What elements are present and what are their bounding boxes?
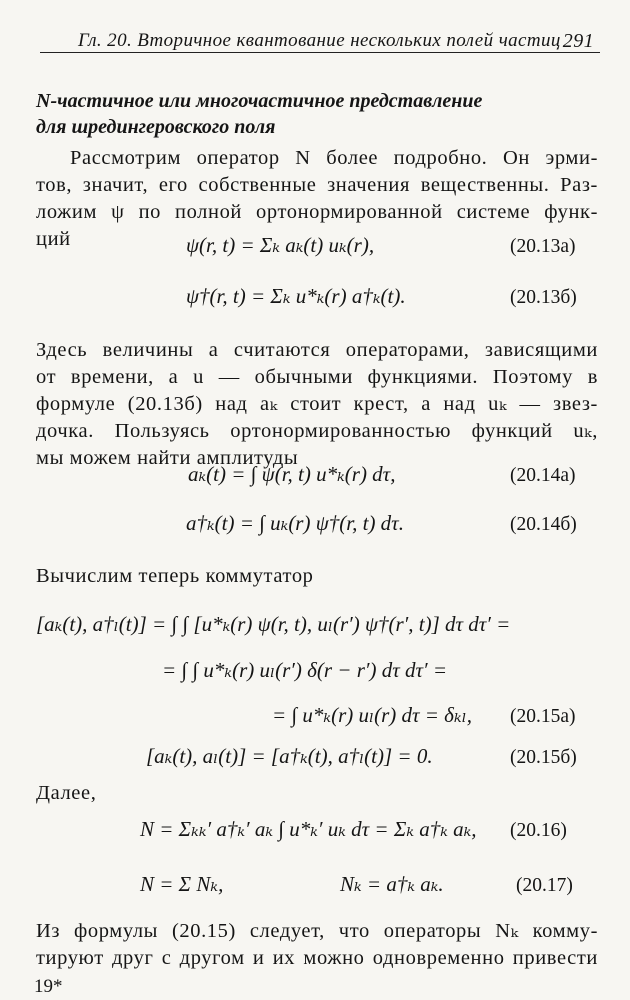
paragraph-conclusion	[36, 918, 598, 972]
equation-number: (20.15б)	[510, 747, 577, 768]
equation-20-17-right: Nₖ = a†ₖ aₖ.	[340, 872, 444, 896]
paragraph-line: формуле (20.13б) над aₖ стоит крест, а над uₖ — звез-	[36, 393, 598, 415]
paragraph-line: мы можем найти амплитуды	[36, 447, 299, 469]
equation-commutator-line1: [aₖ(t), a†ₗ(t)] = ∫ ∫ [u*ₖ(r) ψ(r, t), uₗ(r′) ψ†(r′, t)] dτ dτ′ =	[36, 612, 511, 636]
paragraph-line: Из формулы (20.15) следует, что операторы Nₖ комму-	[36, 920, 598, 942]
equation-number: (20.13б)	[510, 287, 577, 308]
paragraph-line: ций	[36, 228, 71, 250]
running-header	[40, 22, 600, 53]
section-title-line: для шредингеровского поля	[36, 116, 276, 138]
paragraph-line: дочка. Пользуясь ортонормированностью функций uₖ,	[36, 420, 598, 442]
equation-number: (20.15а)	[510, 706, 576, 727]
equation-20-15a: = ∫ u*ₖ(r) uₗ(r) dτ = δₖₗ,	[272, 703, 472, 727]
paragraph-further	[36, 780, 598, 807]
equation-number: (20.16)	[510, 820, 567, 841]
signature-mark: 19*	[34, 976, 63, 997]
paragraph-line: Вычислим теперь коммутатор	[36, 565, 314, 587]
paragraph-operators	[36, 337, 598, 472]
paragraph-line: тируют друг с другом и их можно одновременно привести	[36, 947, 598, 969]
equation-20-14b: a†ₖ(t) = ∫ uₖ(r) ψ†(r, t) dτ.	[186, 511, 404, 535]
equation-20-17-left: N = Σ Nₖ,	[140, 872, 224, 896]
paragraph-line: ложим ψ по полной ортонормированной системе функ-	[36, 201, 598, 223]
paragraph-commutator	[36, 563, 598, 590]
equation-number: (20.17)	[516, 875, 573, 896]
equation-20-14a: aₖ(t) = ∫ ψ(r, t) u*ₖ(r) dτ,	[188, 462, 396, 486]
paragraph-line: от времени, а u — обычными функциями. Поэтому в	[36, 366, 598, 388]
equation-number: (20.14а)	[510, 465, 576, 486]
page-number: 291	[562, 30, 594, 52]
section-title	[36, 88, 596, 140]
equation-commutator-line2: = ∫ ∫ u*ₖ(r) uₗ(r′) δ(r − r′) dτ dτ′ =	[162, 658, 447, 682]
equation-20-13a: ψ(r, t) = Σₖ aₖ(t) uₖ(r),	[186, 233, 375, 257]
paragraph-line: Рассмотрим оператор N более подробно. Он эрми-	[70, 147, 598, 169]
section-title-line: N-частичное или многочастичное представление	[36, 90, 483, 112]
equation-20-16: N = Σₖₖ′ a†ₖ′ aₖ ∫ u*ₖ′ uₖ dτ = Σₖ a†ₖ aₖ,	[140, 817, 477, 841]
paragraph-line: тов, значит, его собственные значения вещественны. Раз-	[36, 174, 598, 196]
equation-number: (20.13а)	[510, 236, 576, 257]
equation-20-13b: ψ†(r, t) = Σₖ u*ₖ(r) a†ₖ(t).	[186, 284, 406, 308]
equation-number: (20.14б)	[510, 514, 577, 535]
paragraph-line: Здесь величины a считаются операторами, зависящими	[36, 339, 598, 361]
paragraph-line: Далее,	[36, 782, 97, 804]
running-title: Гл. 20. Вторичное квантование нескольких полей частиц	[78, 30, 561, 51]
equation-20-15b: [aₖ(t), aₗ(t)] = [a†ₖ(t), a†ₗ(t)] = 0.	[146, 744, 433, 768]
